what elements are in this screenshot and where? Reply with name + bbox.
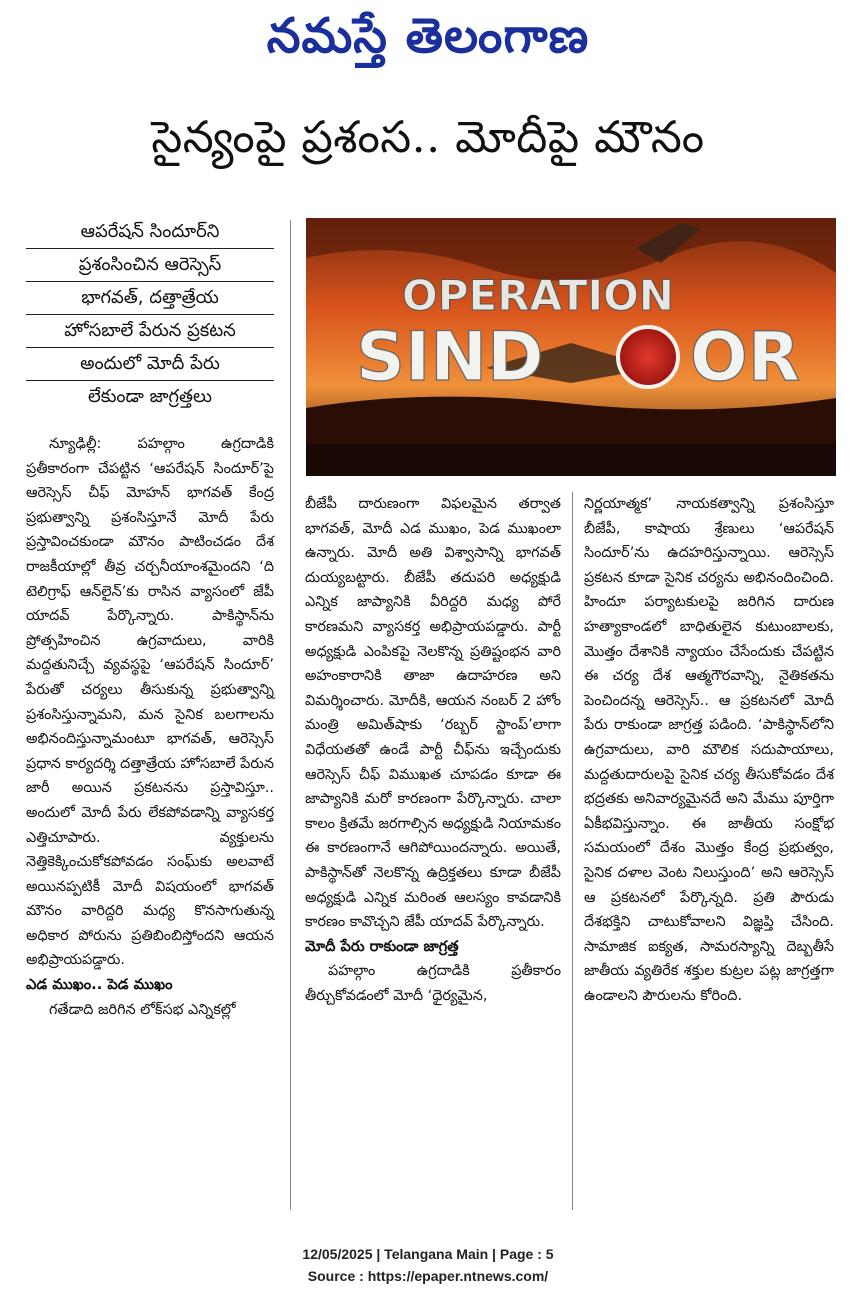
operation-sindoor-photo [306, 218, 836, 476]
article-paragraph: బీజేపీ దారుణంగా విఫలమైన తర్వాత భాగవత్, మోదీ ఎడ ముఖం, పెడ ముఖంలా ఉన్నారు. మోదీ అతి విశ్వాసాన్ని భాగవత్ దుయ్యబట్టారు. బీజేపీ తదుపరి అధ్యక్షుడి ఎన్నిక జాప్యానికి వీరిద్దరి మధ్య పోరే కారణమని వ్యాసకర్త అభిప్రాయపడ్డారు. పార్టీ అధ్యక్షుడి ఎంపికపై నెలకొన్న ప్రతిష్టంభన వారి అహంకారానికి తాజా ఉదాహరణ అని విమర్శించారు. మోదీకి, ఆయన నంబర్ 2 హోం మంత్రి అమిత్‌షాకు ‘రబ్బర్ స్టాంప్’లాగా విధేయతతో ఉండే పార్టీ చీఫ్‌ను ఇచ్చేందుకు ఆరెస్సెస్ చీఫ్ విముఖత చూపడం కూడా ఈ జాప్యానికి మరో కారణంగా పేర్కొన్నారు. చాలా కాలం క్రితమే జరగాల్సిన అధ్యక్షుడి నియామకం ఈ కారణంగానే ఆగిపోయిందన్నారు. అయితే, పాకిస్థాన్‌తో నెలకొన్న ఉద్రిక్తతలు కూడా బీజేపీ అధ్యక్షుడి ఎన్నిక మరింత ఆలస్యం కావడానికి కారణం కావొచ్చని జేపీ యాదవ్ పేర్కొన్నారు. [305, 496, 561, 931]
deck-line: ప్రశంసించిన ఆరెస్సెస్ [26, 249, 274, 282]
column-divider [290, 220, 291, 1210]
article-column-2 [305, 492, 561, 1008]
article-subhead: ఎడ ముఖం.. పెడ ముఖం [26, 976, 173, 994]
footer-date-page: 12/05/2025 | Telangana Main | Page : 5 [302, 1246, 554, 1262]
deck-line: అందులో మోదీ పేరు [26, 348, 274, 381]
article-subhead: మోదీ పేరు రాకుండా జాగ్రత్త [305, 937, 459, 955]
headline: సైన్యంపై ప్రశంస.. మోదీపై మౌనం [151, 112, 705, 163]
deck-line: హోసబాలే పేరున ప్రకటన [26, 315, 274, 348]
article-paragraph: న్యూఢిల్లీ: పహల్గాం ఉగ్రదాడికి ప్రతీకారంగా చేపట్టిన ‘ఆపరేషన్ సిందూర్’పై ఆరెస్సెస్ చీఫ్ మోహన్ భాగవత్ కేంద్ర ప్రభుత్వాన్ని ప్రశంసిస్తూనే మోదీ పేరు ప్రస్తావించకుండా మౌనం పాటించడం దేశ రాజకీయాల్లో తీవ్ర చర్చనీయాంశమైందని ‘ది టెలిగ్రాఫ్ ఆన్‌లైన్’కు రాసిన వ్యాసంలో జేపీ యాదవ్ పేర్కొన్నారు. పాకిస్థాన్‌ను ప్రోత్సహించిన ఉగ్రవాదులు, వారికి మద్దతునిచ్చే వ్యవస్థపై ‘ఆపరేషన్ సిందూర్’ పేరుతో చర్యలు తీసుకున్న ప్రభుత్వాన్ని ప్రశంసిస్తున్నామని, మన సైనిక బలగాలను అభినందిస్తున్నామంటూ భాగవత్, ఆరెస్సెస్ ప్రధాన కార్యదర్శి దత్తాత్రేయ హోసబాలే పేరున జారీ అయిన ప్రకటనను ప్రస్తావిస్తూ.. అందులో మోదీ పేరు లేకపోవడాన్ని వ్యాసకర్త ఎత్తిచూపారు. వ్యక్తులను నెత్తికెక్కించుకోకపోవడం సంఘ్‌కు అలవాటే అయినప్పటికీ మోదీ విషయంలో భాగవత్ మౌనం వారిద్దరి మధ్య కొనసాగుతున్న అధికార పోరును ప్రతిబింబిస్తోందని ఆయన అభిప్రాయపడ్డారు. [26, 436, 274, 969]
deck-line: ఆపరేషన్ సిందూర్‌ని [26, 216, 274, 249]
deck [26, 216, 274, 413]
article-column-1 [26, 432, 274, 1022]
masthead-logo: నమస్తే తెలంగాణ [266, 8, 590, 64]
photo-line1: OPERATION [402, 271, 674, 320]
article-paragraph: గతేడాది జరిగిన లోక్‌సభ ఎన్నికల్లో [49, 1001, 236, 1018]
deck-line: లేకుండా జాగ్రత్తలు [88, 386, 212, 407]
article-paragraph: పహల్గాం ఉగ్రదాడికి ప్రతీకారం తీర్చుకోవడంలో మోదీ ‘ధైర్యమైన, [305, 963, 561, 1004]
article-paragraph: నిర్ణయాత్మక’ నాయకత్వాన్ని ప్రశంసిస్తూ బీజేపీ, కాషాయ శ్రేణులు ‘ఆపరేషన్ సిందూర్’ను ఉదహరిస్తున్నాయి. ఆరెస్సెస్ ప్రకటన కూడా సైనిక చర్యను అభినందించింది. హిందూ పర్యాటకులపై జరిగిన దారుణ హత్యాకాండలో బాధితులైన కుటుంబాలకు, మొత్తం దేశానికి న్యాయం చేసేందుకు చేపట్టిన ఈ చర్య దేశ ఆత్మగౌరవాన్ని, నైతికతను పెంచిందన్న ఆరెస్సెస్.. ఆ ప్రకటనలో మోదీ పేరు రాకుండా జాగ్రత్త పడింది. ‘పాకిస్థాన్‌లోని ఉగ్రవాదులు, వారి మౌలిక సదుపాయాలు, మద్దతుదారులపై సైనిక చర్య తీసుకోవడం దేశ భద్రతకు అనివార్యమైనదే అని మేము పూర్తిగా ఏకీభవిస్తున్నాం. ఈ జాతీయ సంక్షోభ సమయంలో దేశం మొత్తం కేంద్ర ప్రభుత్వం, సైనిక దళాల వెంట నిలుస్తుంది’ అని ఆరెస్సెస్ ఆ ప్రకటనలో పేర్కొన్నది. ప్రతి పౌరుడు దేశభక్తిని చాటుకోవాలని విజ్ఞప్తి చేసింది. సామాజిక ఐక్యత, సామరస్యాన్ని దెబ్బతీసే జాతీయ వ్యతిరేక శక్తుల కుట్రల పట్ల జాగ్రత్తగా ఉండాలని పౌరులను కోరింది. [584, 496, 834, 1004]
photo-line2a: SIND [356, 318, 544, 397]
deck-line: భాగవత్, దత్తాత్రేయ [26, 282, 274, 315]
article-column-3 [584, 492, 834, 1008]
photo-line2b: OR [690, 318, 801, 397]
footer-source: Source : https://epaper.ntnews.com/ [307, 1268, 549, 1284]
column-divider [572, 492, 573, 1210]
sindoor-circle-icon [618, 327, 678, 387]
